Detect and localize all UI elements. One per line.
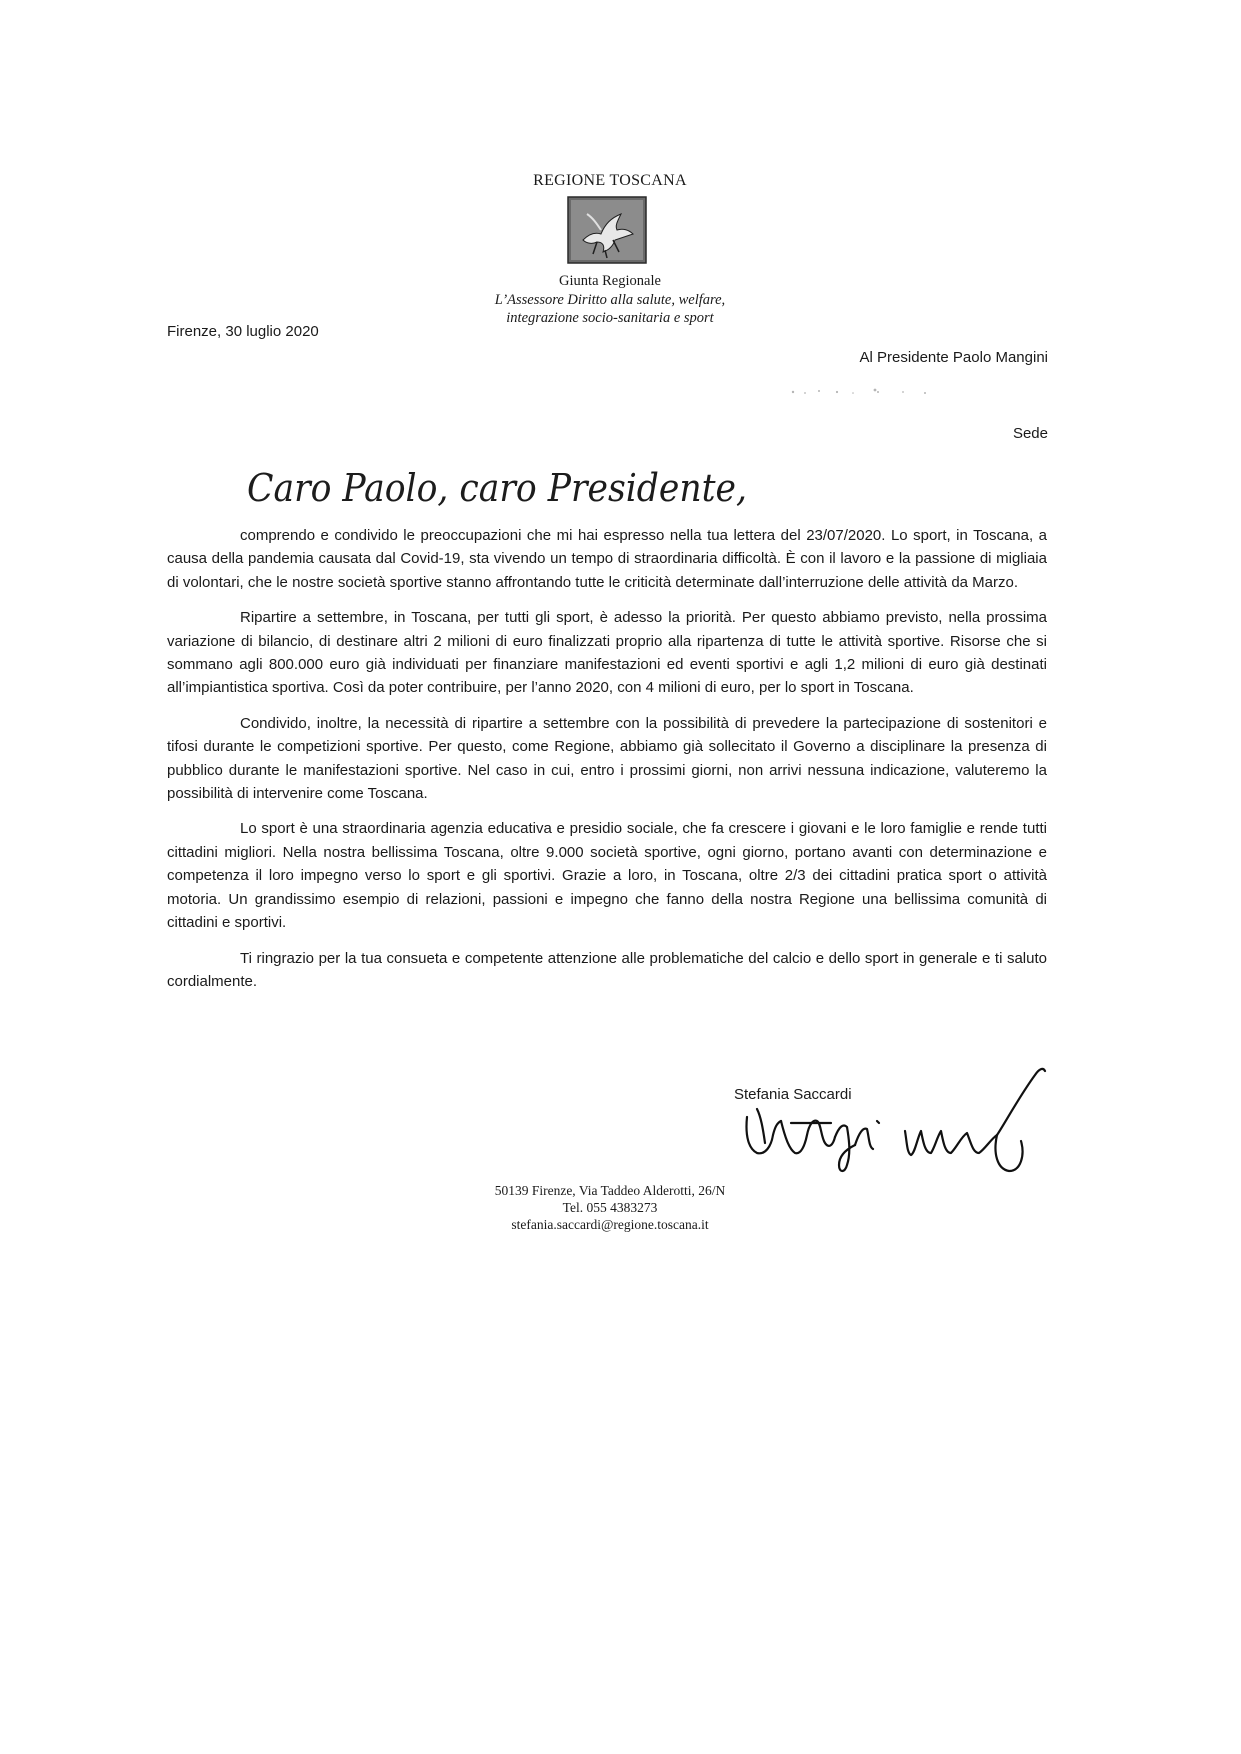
paragraph: Lo sport è una straordinaria agenzia educativa e presidio sociale, che fa crescere i giovani e le loro famiglie e rende tutti cittadini migliori. Nella nostra bellissima Toscana, oltre 9.000 società sportive, ogni giorno, portano avanti con determinazione e competenza il loro impegno verso lo sport e gli sportivi. Grazie a loro, in Toscana, oltre 2/3 dei cittadini pratica sport o attività motoria. Un grandissimo esempio di relazioni, passioni e impegno che fanno della nostra Regione una bellissima comunità di cittadini e sportivi.	[167, 820, 1047, 932]
pegasus-emblem-icon	[567, 196, 647, 264]
paragraph: Ripartire a settembre, in Toscana, per tutti gli sport, è adesso la priorità. Per questo abbiamo previsto, nella prossima variazione di bilancio, di destinare altri 2 milioni di euro finalizzati proprio alla ripartenza di tutte le attività sportive. Risorse che si sommano agli 800.000 euro già individuati per finanziare manifestazioni ed eventi sportivi e agli 1,2 milioni di euro già destinati all’impiantistica sportiva. Così da poter contribuire, per l’anno 2020, con 4 milioni di euro, per lo sport in Toscana.	[167, 609, 1047, 697]
office-title-line-1: L’Assessore Diritto alla salute, welfare,	[494, 292, 726, 308]
letter-body	[167, 524, 1047, 1005]
footer-phone: Tel. 055 4383273	[562, 1200, 658, 1215]
handwritten-signature	[735, 1057, 1080, 1187]
paragraph: Ti ringrazio per la tua consueta e competente attenzione alle problematiche del calcio e dello sport in generale e ti saluto cordialmente.	[167, 949, 1047, 990]
redacted-address-smudge	[785, 386, 945, 398]
signature-name: Stefania Saccardi	[734, 1086, 852, 1103]
letter-date: Firenze, 30 luglio 2020	[167, 323, 319, 340]
office-title	[400, 291, 820, 327]
greeting-text: Caro Paolo, caro Presidente,	[247, 466, 747, 510]
footer-email: stefania.saccardi@regione.toscana.it	[511, 1217, 709, 1232]
footer-address: 50139 Firenze, Via Taddeo Alderotti, 26/N	[494, 1183, 726, 1198]
paragraph: comprendo e condivido le preoccupazioni che mi hai espresso nella tua lettera del 23/07/2020. Lo sport, in Toscana, a causa della pandemia causata dal Covid-19, sta vivendo un tempo di straordinaria difficoltà. È con il lavoro e la passione di migliaia di volontari, che le nostre società sportive stanno affrontando tutte le criticità determinate dall’interruzione delle attività da Marzo.	[167, 527, 1047, 591]
handwritten-greeting	[245, 456, 765, 526]
footer-contact	[340, 1182, 880, 1233]
office-title-line-2: integrazione socio-sanitaria e sport	[506, 310, 714, 326]
recipient: Al Presidente Paolo Mangini	[859, 349, 1048, 366]
paragraph: Condivido, inoltre, la necessità di ripartire a settembre con la possibilità di prevedere la partecipazione di sostenitori e tifosi durante le competizioni sportive. Per questo, come Regione, abbiamo già sollecitato il Governo a disciplinare la presenza di pubblico durante le manifestazioni sportive. Nel caso in cui, entro i prossimi giorni, non arrivi nessuna indicazione, valuteremo la possibilità di intervenire come Toscana.	[167, 714, 1047, 803]
location-sede: Sede	[1012, 425, 1048, 442]
department-name: Giunta Regionale	[559, 273, 661, 289]
org-name: REGIONE TOSCANA	[533, 172, 687, 189]
